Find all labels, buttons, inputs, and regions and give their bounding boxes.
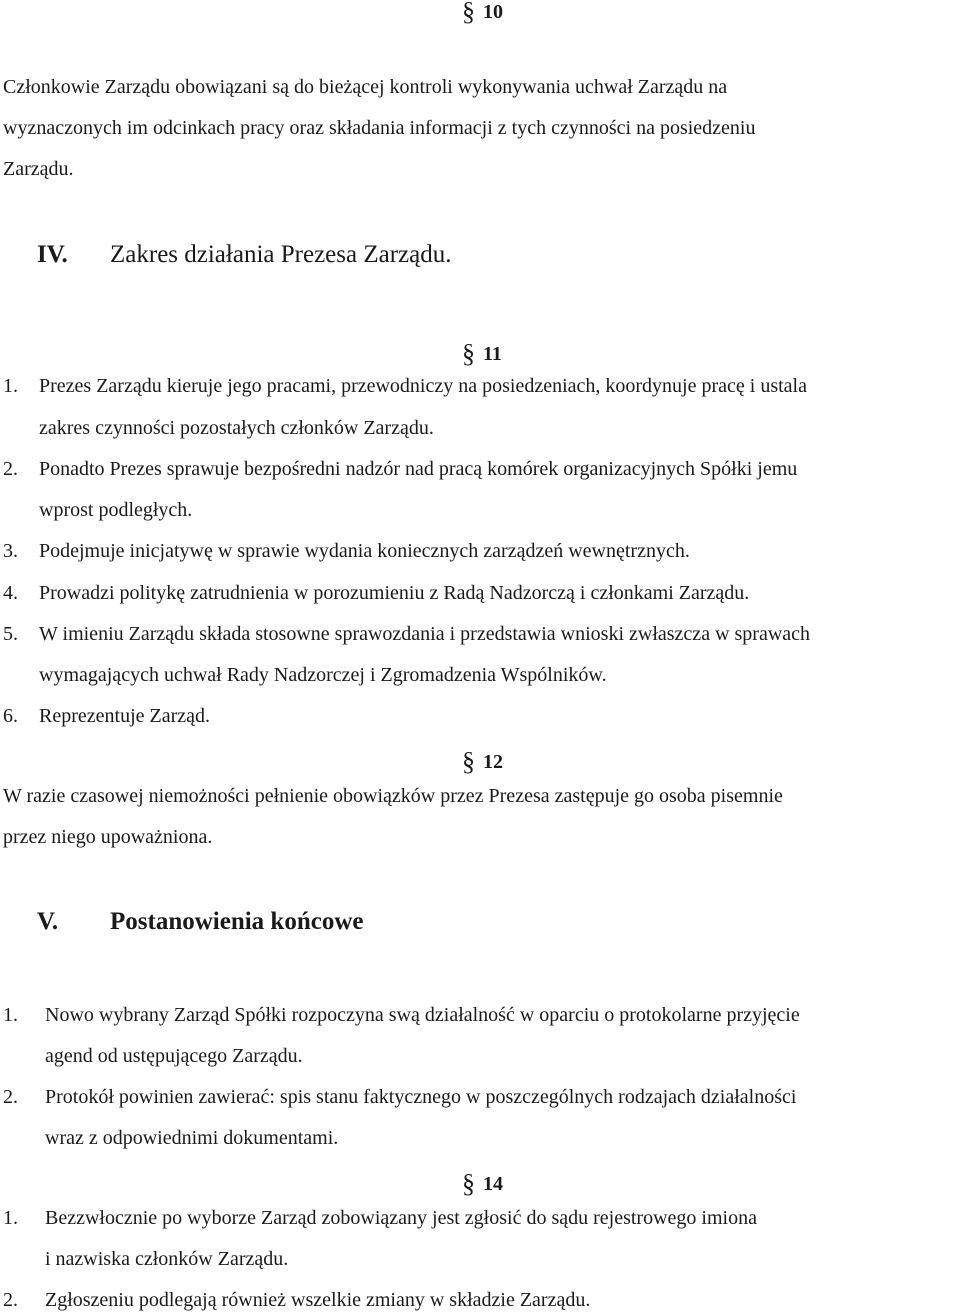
- section-number: 10: [483, 1, 503, 23]
- list-item-line: agend od ustępującego Zarządu.: [45, 1045, 303, 1067]
- list-item-line: W imieniu Zarządu składa stosowne sprawozdania i przedstawia wnioski zwłaszcza w sprawach: [39, 623, 811, 645]
- section-symbol: §: [462, 339, 475, 368]
- list-item-number: 1.: [3, 375, 18, 397]
- list-item-number: 6.: [3, 705, 18, 727]
- paragraph-line: W razie czasowej niemożności pełnienie obowiązków przez Prezesa zastępuje go osoba pisemnie: [3, 785, 783, 807]
- chapter-5-heading: [37, 909, 363, 934]
- list-item-number: 4.: [3, 582, 18, 604]
- list-item-number: 3.: [3, 540, 18, 562]
- section-symbol: §: [462, 747, 475, 776]
- list-item-number: 2.: [3, 1086, 18, 1108]
- chapter-number: V.: [37, 908, 59, 935]
- section-symbol: §: [462, 1169, 475, 1198]
- list-item-line: i nazwiska członków Zarządu.: [45, 1248, 289, 1270]
- list-item-line: Ponadto Prezes sprawuje bezpośredni nadzór nad pracą komórek organizacyjnych Spółki jemu: [39, 458, 798, 480]
- list-item-line: wprost podległych.: [39, 499, 193, 521]
- chapter-4-heading: [37, 242, 451, 267]
- list-item-number: 1.: [3, 1004, 18, 1026]
- list-item-line: zakres czynności pozostałych członków Zarządu.: [39, 417, 434, 439]
- list-item-line: Nowo wybrany Zarząd Spółki rozpoczyna swą działalność w oparciu o protokolarne przyjęcie: [45, 1004, 800, 1026]
- list-item-number: 1.: [3, 1207, 18, 1229]
- section-12-heading: [462, 746, 503, 776]
- paragraph-line: przez niego upoważniona.: [3, 826, 213, 848]
- section-11-heading: [462, 338, 502, 368]
- section-symbol: §: [462, 0, 475, 26]
- chapter-title: Zakres działania Prezesa Zarządu.: [110, 241, 452, 268]
- list-item-line: Zgłoszeniu podlegają również wszelkie zmiany w składzie Zarządu.: [45, 1289, 591, 1311]
- list-item-number: 2.: [3, 458, 18, 480]
- chapter-title: Postanowienia końcowe: [110, 908, 364, 935]
- list-item-line: Prowadzi politykę zatrudnienia w porozumieniu z Radą Nadzorczą i członkami Zarządu.: [39, 582, 750, 604]
- list-item-line: wraz z odpowiednimi dokumentami.: [45, 1127, 339, 1149]
- list-item-number: 2.: [3, 1289, 18, 1311]
- section-10-heading: [462, 0, 503, 26]
- list-item-line: wymagających uchwał Rady Nadzorczej i Zgromadzenia Wspólników.: [39, 664, 607, 686]
- section-number: 14: [483, 1173, 503, 1195]
- chapter-number: IV.: [37, 241, 68, 268]
- section-number: 11: [483, 343, 502, 365]
- list-item-number: 5.: [3, 623, 18, 645]
- section-14-heading: [462, 1168, 503, 1198]
- paragraph-line: Członkowie Zarządu obowiązani są do bieżącej kontroli wykonywania uchwał Zarządu na: [3, 76, 728, 98]
- paragraph-line: wyznaczonych im odcinkach pracy oraz składania informacji z tych czynności na posiedzeniu: [3, 117, 756, 139]
- list-item-line: Reprezentuje Zarząd.: [39, 705, 211, 727]
- list-item-line: Bezzwłocznie po wyborze Zarząd zobowiązany jest zgłosić do sądu rejestrowego imiona: [45, 1207, 757, 1229]
- list-item-line: Podejmuje inicjatywę w sprawie wydania koniecznych zarządzeń wewnętrznych.: [39, 540, 690, 562]
- section-number: 12: [483, 751, 503, 773]
- list-item-line: Prezes Zarządu kieruje jego pracami, przewodniczy na posiedzeniach, koordynuje pracę i ustala: [39, 375, 807, 397]
- list-item-line: Protokół powinien zawierać: spis stanu faktycznego w poszczególnych rodzajach działalności: [45, 1086, 797, 1108]
- paragraph-line: Zarządu.: [3, 158, 74, 180]
